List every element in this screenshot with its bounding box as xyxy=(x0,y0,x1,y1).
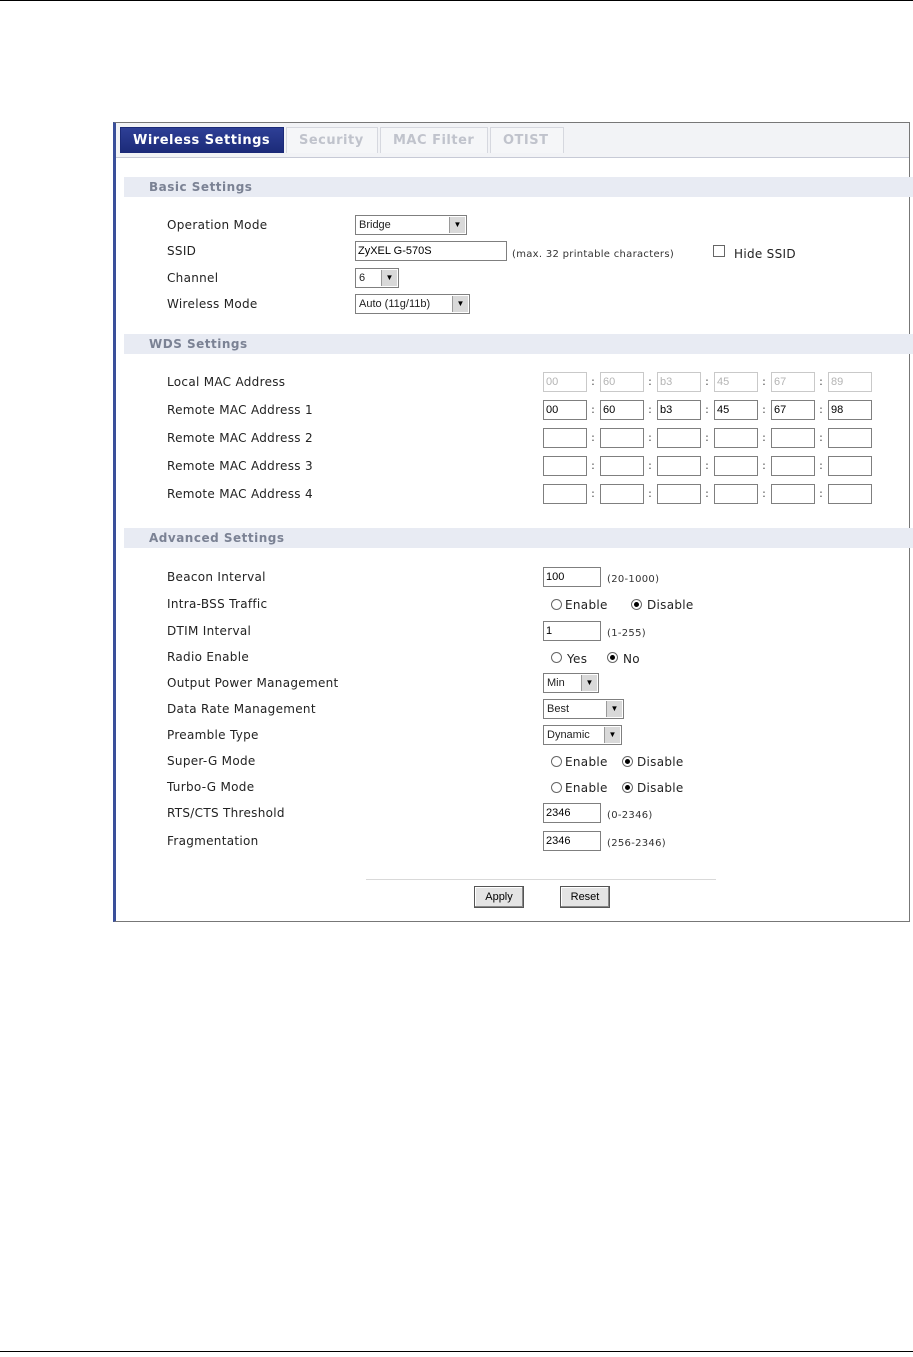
dropdown-arrow-icon: ▼ xyxy=(381,270,397,286)
radio-enable-yes-label: Yes xyxy=(567,652,588,666)
beacon-interval-label: Beacon Interval xyxy=(167,570,266,584)
super-g-enable-radio[interactable] xyxy=(551,756,562,767)
mac-separator: : xyxy=(648,431,652,444)
intra-bss-enable-label: Enable xyxy=(565,598,608,612)
wds-settings-header: WDS Settings xyxy=(124,334,913,354)
wds-row-label: Remote MAC Address 4 xyxy=(167,487,313,501)
tab-bar xyxy=(116,123,909,158)
wds-row-label: Local MAC Address xyxy=(167,375,286,389)
hide-ssid-checkbox[interactable] xyxy=(713,245,725,257)
page-bottom-rule xyxy=(0,1351,913,1352)
wds-row-label: Remote MAC Address 1 xyxy=(167,403,313,417)
wds-row-label: Remote MAC Address 2 xyxy=(167,431,313,445)
mac-separator: : xyxy=(819,375,823,388)
mac-separator: : xyxy=(591,375,595,388)
dtim-interval-input[interactable]: 1 xyxy=(543,621,601,641)
mac-octet-input[interactable] xyxy=(657,484,701,504)
page-top-rule xyxy=(0,0,913,1)
fragmentation-input[interactable]: 2346 xyxy=(543,831,601,851)
ssid-hint: (max. 32 printable characters) xyxy=(512,249,675,260)
mac-separator: : xyxy=(819,431,823,444)
radio-enable-no-label: No xyxy=(623,652,640,666)
mac-octet-input[interactable] xyxy=(600,456,644,476)
preamble-type-select[interactable] xyxy=(543,725,622,745)
turbo-g-enable-radio[interactable] xyxy=(551,782,562,793)
wireless-mode-value: Auto (11g/11b) xyxy=(359,298,431,310)
data-rate-select[interactable] xyxy=(543,699,624,719)
data-rate-value: Best xyxy=(547,703,570,715)
hide-ssid-label: Hide SSID xyxy=(734,247,796,261)
operation-mode-select[interactable] xyxy=(355,215,467,235)
turbo-g-disable-label: Disable xyxy=(637,781,684,795)
mac-octet-input[interactable] xyxy=(714,484,758,504)
turbo-g-enable-label: Enable xyxy=(565,781,608,795)
reset-button[interactable]: Reset xyxy=(560,886,610,908)
intra-bss-enable-radio[interactable] xyxy=(551,599,562,610)
operation-mode-label: Operation Mode xyxy=(167,218,268,232)
mac-separator: : xyxy=(705,459,709,472)
mac-octet-input: 45 xyxy=(714,372,758,392)
beacon-interval-input[interactable]: 100 xyxy=(543,567,601,587)
mac-octet-input[interactable]: 45 xyxy=(714,400,758,420)
basic-settings-header: Basic Settings xyxy=(124,177,913,197)
intra-bss-disable-radio[interactable] xyxy=(631,599,642,610)
mac-octet-input: 00 xyxy=(543,372,587,392)
mac-separator: : xyxy=(648,375,652,388)
intra-bss-label: Intra-BSS Traffic xyxy=(167,597,268,611)
mac-separator: : xyxy=(819,403,823,416)
wds-row-label: Remote MAC Address 3 xyxy=(167,459,313,473)
mac-octet-input[interactable] xyxy=(657,428,701,448)
mac-separator: : xyxy=(705,431,709,444)
mac-octet-input[interactable] xyxy=(543,428,587,448)
operation-mode-value: Bridge xyxy=(359,219,391,231)
mac-separator: : xyxy=(591,403,595,416)
dropdown-arrow-icon: ▼ xyxy=(604,727,620,743)
mac-separator: : xyxy=(762,487,766,500)
mac-separator: : xyxy=(648,459,652,472)
mac-octet-input: 60 xyxy=(600,372,644,392)
dropdown-arrow-icon: ▼ xyxy=(581,675,597,691)
mac-octet-input[interactable] xyxy=(543,484,587,504)
preamble-type-label: Preamble Type xyxy=(167,728,259,742)
super-g-enable-label: Enable xyxy=(565,755,608,769)
beacon-interval-hint: (20-1000) xyxy=(607,574,660,585)
apply-button[interactable]: Apply xyxy=(474,886,524,908)
turbo-g-label: Turbo-G Mode xyxy=(167,780,255,794)
data-rate-label: Data Rate Management xyxy=(167,702,316,716)
mac-octet-input[interactable] xyxy=(828,428,872,448)
mac-octet-input[interactable] xyxy=(771,428,815,448)
mac-separator: : xyxy=(705,487,709,500)
mac-octet-input[interactable]: 60 xyxy=(600,400,644,420)
mac-separator: : xyxy=(762,375,766,388)
output-power-label: Output Power Management xyxy=(167,676,339,690)
button-separator xyxy=(366,879,716,880)
super-g-disable-label: Disable xyxy=(637,755,684,769)
mac-octet-input[interactable] xyxy=(714,456,758,476)
ssid-label: SSID xyxy=(167,244,197,258)
mac-octet-input[interactable]: 67 xyxy=(771,400,815,420)
tab-mac-filter[interactable]: MAC Filter xyxy=(380,127,488,153)
mac-separator: : xyxy=(762,403,766,416)
radio-enable-yes-radio[interactable] xyxy=(551,652,562,663)
dtim-interval-hint: (1-255) xyxy=(607,628,646,639)
mac-separator: : xyxy=(819,459,823,472)
channel-select[interactable] xyxy=(355,268,399,288)
advanced-settings-header: Advanced Settings xyxy=(124,528,913,548)
mac-octet-input[interactable] xyxy=(828,484,872,504)
mac-separator: : xyxy=(591,487,595,500)
mac-octet-input[interactable]: 00 xyxy=(543,400,587,420)
tab-otist[interactable]: OTIST xyxy=(490,127,564,153)
mac-octet-input[interactable] xyxy=(543,456,587,476)
mac-octet-input[interactable] xyxy=(600,484,644,504)
mac-octet-input: 67 xyxy=(771,372,815,392)
rts-cts-hint: (0-2346) xyxy=(607,810,653,821)
fragmentation-hint: (256-2346) xyxy=(607,838,666,849)
mac-octet-input: 89 xyxy=(828,372,872,392)
preamble-type-value: Dynamic xyxy=(547,729,590,741)
radio-enable-label: Radio Enable xyxy=(167,650,250,664)
mac-separator: : xyxy=(591,431,595,444)
mac-separator: : xyxy=(705,403,709,416)
mac-separator: : xyxy=(705,375,709,388)
mac-separator: : xyxy=(819,487,823,500)
mac-separator: : xyxy=(762,459,766,472)
wireless-mode-label: Wireless Mode xyxy=(167,297,258,311)
channel-label: Channel xyxy=(167,271,219,285)
fragmentation-label: Fragmentation xyxy=(167,834,259,848)
tab-wireless-settings[interactable]: Wireless Settings xyxy=(120,127,284,153)
ssid-input[interactable]: ZyXEL G-570S xyxy=(355,241,507,261)
dropdown-arrow-icon: ▼ xyxy=(606,701,622,717)
dropdown-arrow-icon: ▼ xyxy=(452,296,468,312)
mac-separator: : xyxy=(762,431,766,444)
mac-octet-input[interactable] xyxy=(600,428,644,448)
mac-separator: : xyxy=(648,403,652,416)
rts-cts-input[interactable]: 2346 xyxy=(543,803,601,823)
mac-octet-input: b3 xyxy=(657,372,701,392)
mac-octet-input[interactable]: 98 xyxy=(828,400,872,420)
wireless-mode-select[interactable] xyxy=(355,294,470,314)
channel-value: 6 xyxy=(359,272,366,284)
output-power-value: Min xyxy=(547,677,565,689)
super-g-label: Super-G Mode xyxy=(167,754,256,768)
radio-enable-no-radio[interactable] xyxy=(607,652,618,663)
mac-octet-input[interactable] xyxy=(771,456,815,476)
mac-octet-input[interactable]: b3 xyxy=(657,400,701,420)
super-g-disable-radio[interactable] xyxy=(622,756,633,767)
wireless-settings-panel xyxy=(113,122,910,922)
mac-octet-input[interactable] xyxy=(771,484,815,504)
intra-bss-disable-label: Disable xyxy=(647,598,694,612)
rts-cts-label: RTS/CTS Threshold xyxy=(167,806,285,820)
mac-octet-input[interactable] xyxy=(828,456,872,476)
mac-octet-input[interactable] xyxy=(657,456,701,476)
mac-octet-input[interactable] xyxy=(714,428,758,448)
dropdown-arrow-icon: ▼ xyxy=(449,217,465,233)
mac-separator: : xyxy=(591,459,595,472)
mac-separator: : xyxy=(648,487,652,500)
tab-security[interactable]: Security xyxy=(286,127,378,153)
dtim-interval-label: DTIM Interval xyxy=(167,624,252,638)
turbo-g-disable-radio[interactable] xyxy=(622,782,633,793)
output-power-select[interactable] xyxy=(543,673,599,693)
